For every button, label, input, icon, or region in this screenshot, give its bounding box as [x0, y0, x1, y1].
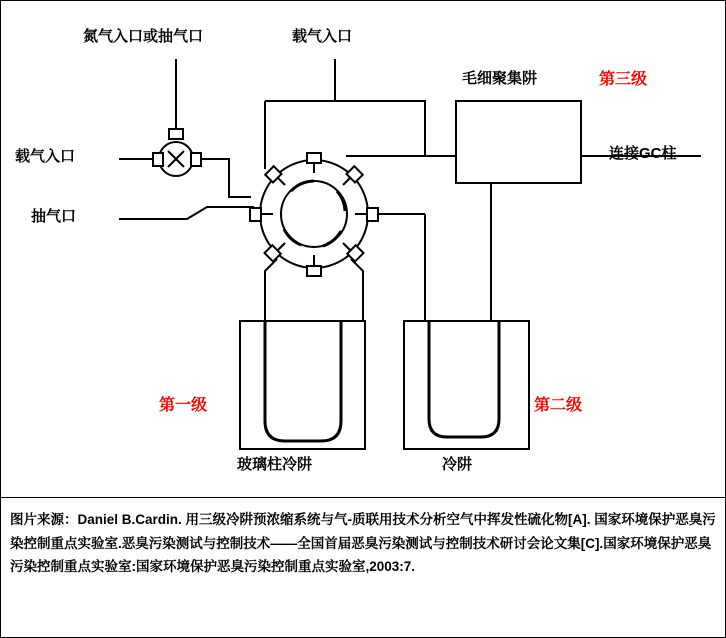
- diagram-canvas: [1, 1, 725, 497]
- label-carrier-gas-inlet-top: 载气入口: [292, 28, 353, 45]
- label-stage-three: 第三级: [599, 71, 648, 88]
- valve-port-s: [307, 266, 321, 276]
- caption-text: 图片来源：Daniel B.Cardin. 用三级冷阱预浓缩系统与气-质联用技术分析空气中挥发性硫化物[A]. 国家环境保护恶臭污染控制重点实验室.恶臭污染测试与控制技术——全国首届恶臭污染测试与控制技术研讨会论文集[C].国家环境保护恶臭污染控制重点实验室:国家环境保护恶臭污染控制重点实验室,2003:7.: [10, 512, 716, 575]
- line-pump-to-valve: [201, 159, 251, 197]
- pump-port-left: [153, 153, 163, 166]
- valve-port-n: [307, 153, 321, 163]
- label-stage-one: 第一级: [159, 397, 208, 414]
- figure-caption: [1, 497, 725, 637]
- pump-port-top: [169, 129, 183, 139]
- line-pump-outlet: [119, 207, 254, 219]
- label-pump-outlet: 抽气口: [31, 208, 77, 225]
- label-cold-trap: 冷阱: [442, 456, 473, 473]
- stage-two-dewar: [404, 321, 529, 449]
- third-stage-box: [456, 101, 581, 183]
- valve-port-w: [250, 208, 261, 221]
- stage-one-dewar: [240, 321, 365, 449]
- pump-port-right: [191, 153, 201, 166]
- label-glass-cold-trap: 玻璃柱冷阱: [237, 456, 313, 473]
- label-nitrogen-inlet: 氮气入口或抽气口: [83, 28, 204, 45]
- label-stage-two: 第二级: [534, 397, 583, 414]
- valve-port-e: [367, 208, 378, 221]
- top-manifold-right: [265, 101, 425, 156]
- label-capillary-focuser: 毛细聚集阱: [462, 70, 538, 87]
- label-gc-column: 连接GC柱: [609, 145, 677, 162]
- label-carrier-gas-inlet-left: 载气入口: [15, 148, 76, 165]
